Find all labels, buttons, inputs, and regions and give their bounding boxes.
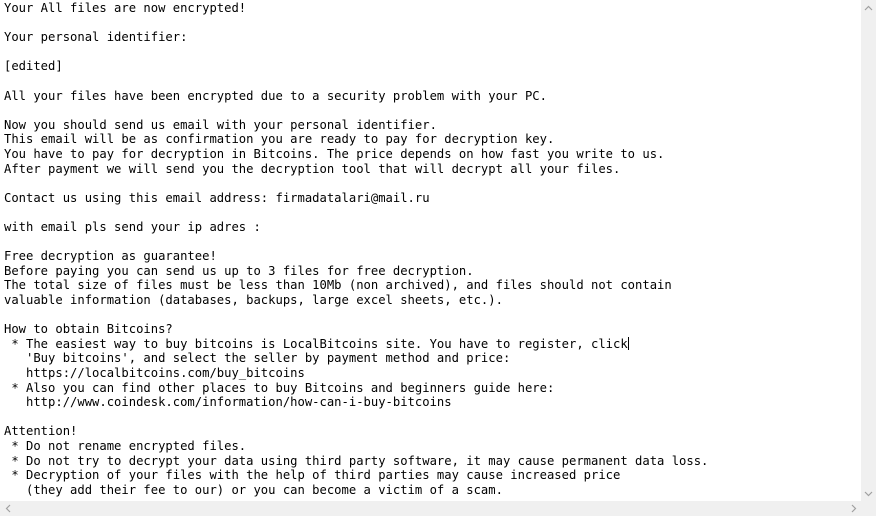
text-line: Your All files are now encrypted!: [4, 1, 247, 15]
text-line-with-caret: [4, 337, 629, 352]
chevron-down-icon[interactable]: [861, 486, 876, 501]
chevron-up-icon[interactable]: [861, 0, 876, 15]
chevron-left-icon[interactable]: [0, 501, 15, 516]
text-line: Before paying you can send us up to 3 files for free decryption.: [4, 263, 474, 278]
vertical-scrollbar[interactable]: [861, 0, 876, 501]
horizontal-scrollbar[interactable]: [0, 501, 861, 516]
text-line: http://www.coindesk.com/information/how-can-i-buy-bitcoins: [4, 395, 452, 410]
text-line: Free decryption as guarantee!: [4, 249, 217, 264]
text-line: 'Buy bitcoins', and select the seller by payment method and price:: [4, 351, 511, 366]
text-line: Attention!: [4, 424, 78, 439]
text-line: valuable information (databases, backups, large excel sheets, etc.).: [4, 293, 503, 307]
text-line: The total size of files must be less than 10Mb (non archived), and files should not contain: [4, 278, 672, 293]
scrollbar-corner: [861, 501, 876, 516]
text-line: * Also you can find other places to buy Bitcoins and beginners guide here:: [4, 380, 555, 395]
text-caret: [628, 337, 629, 350]
text-line: After payment we will send you the decryption tool that will decrypt all your files.: [4, 161, 621, 176]
text-line: Now you should send us email with your personal identifier.: [4, 117, 437, 132]
text-line: (they add their fee to our) or you can become a victim of a scam.: [4, 482, 503, 497]
text-line: How to obtain Bitcoins?: [4, 322, 173, 337]
text-line: * The easiest way to buy bitcoins is LocalBitcoins site. You have to register, click: [4, 336, 628, 351]
text-line: * Do not try to decrypt your data using third party software, it may cause permanent data loss.: [4, 453, 709, 468]
text-line: * Decryption of your files with the help of third parties may cause increased price: [4, 468, 621, 483]
text-line: This email will be as confirmation you are ready to pay for decryption key.: [4, 132, 555, 147]
text-line: All your files have been encrypted due to a security problem with your PC.: [4, 88, 547, 103]
chevron-right-icon[interactable]: [846, 501, 861, 516]
text-line: Your personal identifier:: [4, 30, 188, 45]
text-line: with email pls send your ip adres :: [4, 220, 261, 234]
text-line: You have to pay for decryption in Bitcoins. The price depends on how fast you write to us.: [4, 147, 665, 161]
text-line: [edited]: [4, 59, 63, 74]
text-line: Contact us using this email address: firmadatalari@mail.ru: [4, 190, 430, 205]
text-line: * Do not rename encrypted files.: [4, 439, 247, 453]
text-line: https://localbitcoins.com/buy_bitcoins: [4, 366, 305, 380]
